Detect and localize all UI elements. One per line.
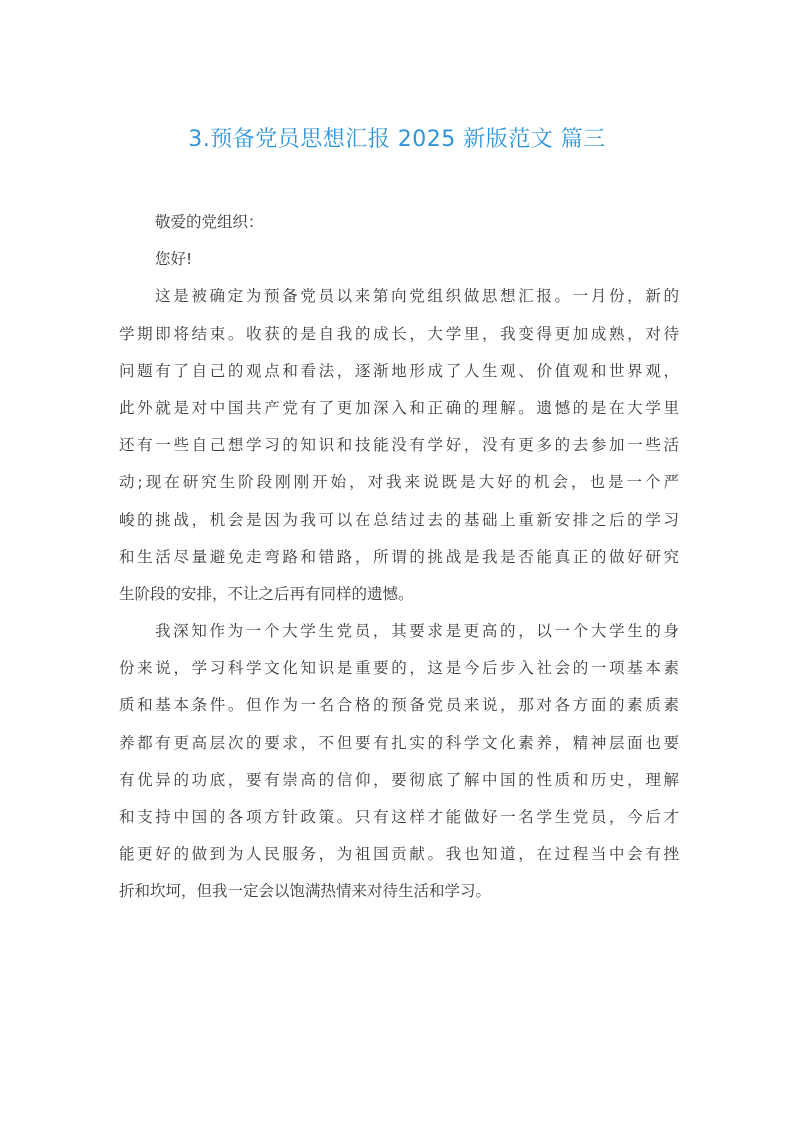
paragraph-line: 能更好的做到为人民服务，为祖国贡献。我也知道，在过程当中会有挫 (119, 845, 679, 864)
paragraph-line: 有优异的功底，要有崇高的信仰，要彻底了解中国的性质和历史，理解 (119, 770, 679, 789)
paragraph-line: 这是被确定为预备党员以来第向党组织做思想汇报。一月份，新的 (155, 287, 679, 306)
paragraph-line: 还有一些自己想学习的知识和技能没有学好，没有更多的去参加一些活 (119, 436, 679, 455)
paragraph-1 (119, 278, 679, 613)
paragraph-line: 和支持中国的各项方针政策。只有这样才能做好一名学生党员，今后才 (119, 808, 679, 826)
paragraph-line: 此外就是对中国共产党有了更加深入和正确的理解。遗憾的是在大学里 (119, 398, 679, 417)
paragraph-line: 质和基本条件。但作为一名合格的预备党员来说，那对各方面的素质素 (119, 696, 679, 715)
paragraph-2 (119, 613, 679, 911)
paragraph-line: 和生活尽量避免走弯路和错路，所谓的挑战是我是否能真正的做好研究 (119, 547, 679, 566)
paragraph-line: 折和坎坷，但我一定会以饱满热情来对待生活和学习。 (119, 882, 492, 901)
paragraph-line: 生阶段的安排，不让之后再有同样的遗憾。 (119, 584, 414, 603)
document-body (119, 204, 679, 911)
greeting: 您好! (155, 250, 193, 269)
paragraph-line: 份来说，学习科学文化知识是重要的，这是今后步入社会的一项基本素 (119, 659, 679, 678)
paragraph-line: 我深知作为一个大学生党员，其要求是更高的，以一个大学生的身 (155, 622, 679, 641)
paragraph-line: 峻的挑战，机会是因为我可以在总结过去的基础上重新安排之后的学习 (119, 510, 679, 529)
paragraph-line: 学期即将结束。收获的是自我的成长，大学里，我变得更加成熟，对待 (119, 324, 679, 343)
document-title: 3.预备党员思想汇报 2025 新版范文 篇三 (188, 127, 606, 152)
salutation: 敬爱的党组织： (155, 213, 264, 231)
paragraph-line: 动;现在研究生阶段刚刚开始，对我来说既是大好的机会，也是一个严 (119, 473, 679, 492)
paragraph-line: 问题有了自己的观点和看法，逐渐地形成了人生观、价值观和世界观， (119, 361, 679, 380)
paragraph-line: 养都有更高层次的要求，不但要有扎实的科学文化素养，精神层面也要 (119, 733, 679, 752)
